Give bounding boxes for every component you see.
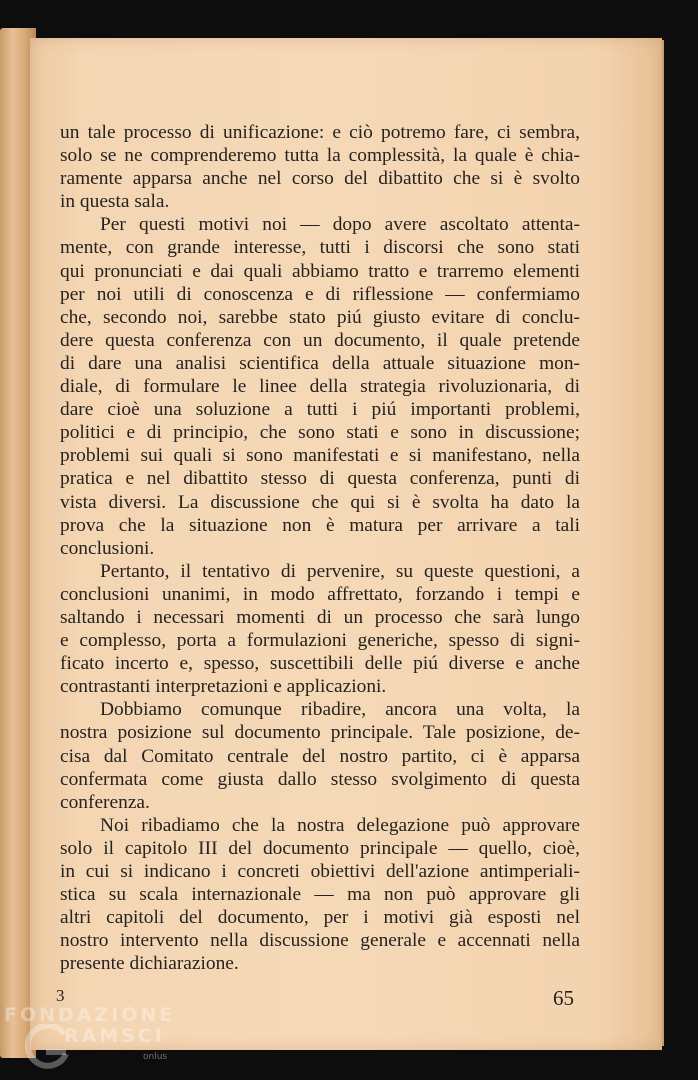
text-line: Noi ribadiamo che la nostra delegazione può approvare [100, 814, 580, 836]
text-line: problemi sui quali si sono manifestati e si manifestano, nella [60, 445, 580, 467]
text-line: nostro intervento nella discussione generale e accennati nella [60, 930, 580, 952]
text-line: politici e di principio, che sono stati e sono in discussione; [60, 422, 580, 444]
paragraph [60, 213, 580, 559]
text-line: ficato incerto e, spesso, suscettibili delle piú diverse e anche [60, 653, 580, 675]
paragraph [60, 560, 580, 699]
text-line: conclusioni. [60, 537, 155, 559]
text-line: conferenza. [60, 791, 150, 813]
text-line: prova che la situazione non è matura per arrivare a tali [60, 514, 580, 536]
text-line: dare cioè una soluzione a tutti i piú importanti problemi, [60, 399, 580, 421]
text-line: Pertanto, il tentativo di pervenire, su queste questioni, a [100, 560, 580, 582]
text-line: saltando i necessari momenti di un processo che sarà lungo [60, 606, 580, 628]
watermark-logo-icon [24, 1024, 70, 1070]
text-line: solo se ne comprenderemo tutta la complessità, la quale è chia- [60, 145, 580, 167]
page-number: 65 [553, 986, 574, 1010]
text-line: contrastanti interpretazioni e applicazioni. [60, 676, 387, 698]
text-line: solo il capitolo III del documento principale — quello, cioè, [60, 837, 580, 859]
paragraph [60, 698, 580, 813]
text-line: diale, di formulare le linee della strategia rivoluzionaria, di [60, 376, 580, 398]
text-line: vista diversi. La discussione che qui si è svolta ha dato la [60, 491, 580, 513]
text-line: qui pronunciati e dai quali abbiamo tratto e trarremo elementi [60, 260, 580, 282]
text-line: conclusioni unanimi, in modo affrettato, forzando i tempi e [60, 583, 580, 605]
text-line: altri capitoli del documento, per i motivi già esposti nel [60, 907, 580, 929]
text-line: ramente apparsa anche nel corso del dibattito che si è svolto [60, 168, 580, 190]
text-line: in questa sala. [60, 191, 170, 213]
text-line: Dobbiamo comunque ribadire, ancora una volta, la [100, 699, 580, 721]
text-line: e complesso, porta a formulazioni generiche, spesso di signi- [60, 630, 580, 652]
text-line: nostra posizione sul documento principale. Tale posizione, de- [60, 722, 580, 744]
text-line: dere questa conferenza con un documento, il quale pretende [60, 329, 580, 351]
text-line: per noi utili di conoscenza e di riflessione — confermiamo [60, 283, 580, 305]
text-line: presente dichiarazione. [60, 953, 239, 975]
text-line: stica su scala internazionale — ma non può approvare gli [60, 884, 580, 906]
watermark-line-2: RAMSCI [64, 1025, 165, 1047]
text-line: pratica e nel dibattito stesso di questa conferenza, punti di [60, 468, 580, 490]
text-line: cisa dal Comitato centrale del nostro partito, ci è apparsa [60, 745, 580, 767]
signature-mark: 3 [56, 986, 65, 1005]
text-line: confermata come giusta dallo stesso svolgimento di questa [60, 768, 580, 790]
text-line: in cui si indicano i concreti obiettivi dell'azione antimperiali- [60, 861, 580, 882]
text-line: che, secondo noi, sarebbe stato piú giusto evitare di conclu- [60, 306, 580, 328]
watermark-suffix: onlus [143, 1052, 168, 1062]
paragraph [60, 121, 580, 213]
watermark-line-1: FONDAZIONE [4, 1004, 176, 1026]
text-line: mente, con grande interesse, tutti i discorsi che sono stati [60, 237, 580, 259]
text-line: di dare una analisi scientifica della attuale situazione mon- [60, 352, 580, 374]
body-text [60, 121, 580, 975]
text-line: un tale processo di unificazione: e ciò potremo fare, ci sembra, [60, 122, 580, 143]
paragraph [60, 814, 580, 976]
text-line: Per questi motivi noi — dopo avere ascoltato attenta- [100, 214, 580, 236]
